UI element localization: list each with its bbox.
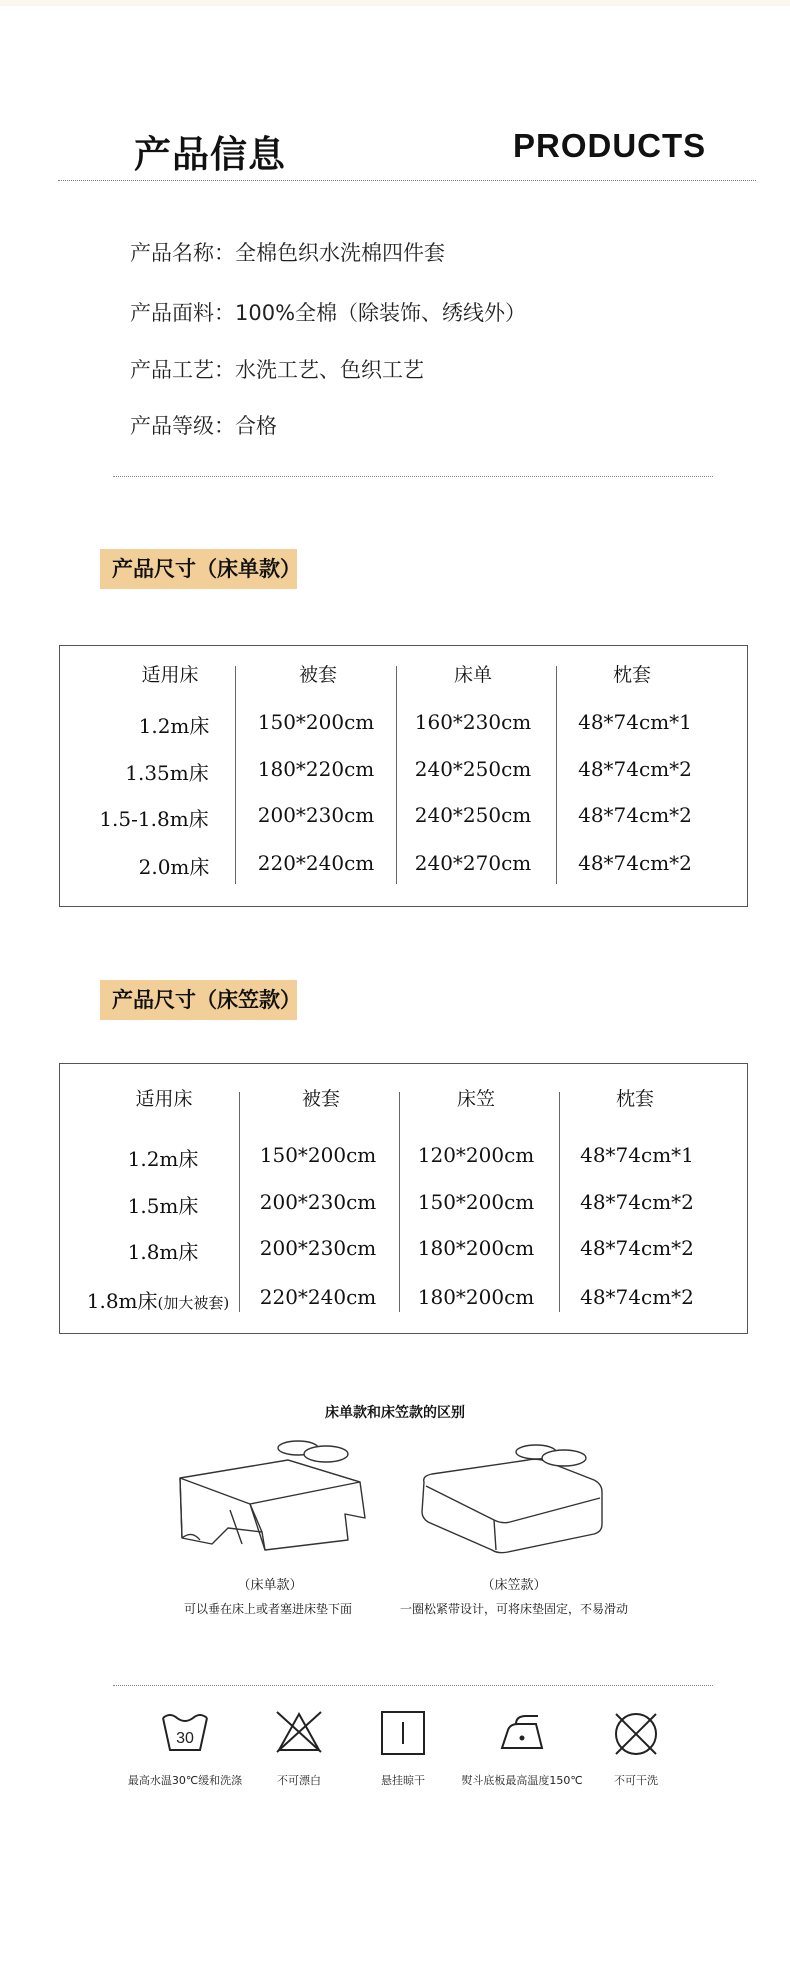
table-header: 床单 bbox=[453, 664, 493, 686]
table-cell: 240*250cm bbox=[414, 803, 532, 827]
table-cell-oversize bbox=[87, 1285, 230, 1314]
wash-30-icon bbox=[160, 1710, 210, 1754]
info-value: 合格 bbox=[235, 414, 277, 438]
diagram-title: 床单款和床笠款的区别 bbox=[325, 1405, 465, 1421]
column-divider bbox=[239, 1092, 240, 1312]
table-cell: 48*74cm*2 bbox=[578, 757, 692, 781]
table-cell: 1.5m床 bbox=[127, 1194, 199, 1218]
section-title-en: PRODUCTS bbox=[513, 127, 707, 164]
care-divider bbox=[113, 1685, 713, 1686]
fitted-sheet-label: （床笠款） bbox=[481, 1578, 547, 1593]
table-header: 床笠 bbox=[456, 1088, 496, 1110]
info-row-fabric bbox=[130, 297, 526, 327]
table-cell: 48*74cm*2 bbox=[580, 1285, 694, 1309]
column-divider bbox=[556, 666, 557, 884]
fitted-sheet-desc: 一圈松紧带设计，可将床垫固定，不易滑动 bbox=[399, 1602, 629, 1616]
table-cell: 180*220cm bbox=[257, 757, 375, 781]
care-label: 不可干洗 bbox=[614, 1774, 658, 1787]
table-header: 适用床 bbox=[135, 1088, 193, 1110]
oversize-note: (加大被套) bbox=[157, 1294, 230, 1312]
no-dry-clean-icon bbox=[612, 1710, 660, 1758]
care-label: 熨斗底板最高温度150℃ bbox=[461, 1774, 583, 1787]
table-cell: 48*74cm*2 bbox=[580, 1190, 694, 1214]
table-cell: 1.35m床 bbox=[125, 761, 209, 785]
care-label: 悬挂晾干 bbox=[381, 1774, 425, 1787]
top-band bbox=[0, 0, 790, 6]
size-badge-sheet: 产品尺寸（床单款） bbox=[100, 549, 297, 589]
table-cell: 48*74cm*2 bbox=[578, 851, 692, 875]
table-cell: 150*200cm bbox=[417, 1190, 535, 1214]
table-header: 枕套 bbox=[612, 664, 652, 686]
info-label: 产品工艺： bbox=[130, 358, 235, 382]
table-cell: 1.2m床 bbox=[138, 714, 210, 738]
section-title-cn: 产品信息 bbox=[134, 133, 286, 176]
wash-temp: 30 bbox=[176, 1730, 194, 1747]
info-label: 产品等级： bbox=[130, 414, 235, 438]
info-value: 100%全棉（除装饰、绣线外） bbox=[235, 301, 527, 325]
size-table-sheet bbox=[59, 645, 748, 907]
table-cell: 48*74cm*1 bbox=[580, 1143, 694, 1167]
table-header: 被套 bbox=[301, 1088, 341, 1110]
table-cell: 240*250cm bbox=[414, 757, 532, 781]
table-cell: 160*230cm bbox=[414, 710, 532, 734]
table-cell: 1.2m床 bbox=[127, 1147, 199, 1171]
info-value: 全棉色织水洗棉四件套 bbox=[235, 241, 445, 265]
flat-sheet-bed-illustration bbox=[170, 1440, 370, 1560]
info-row-craft bbox=[130, 354, 424, 384]
flat-sheet-label: （床单款） bbox=[237, 1578, 303, 1593]
no-bleach-icon bbox=[275, 1710, 323, 1754]
info-label: 产品面料： bbox=[130, 301, 235, 325]
info-row-name bbox=[130, 237, 445, 267]
table-cell: 180*200cm bbox=[417, 1236, 535, 1260]
table-cell: 150*200cm bbox=[257, 710, 375, 734]
column-divider bbox=[559, 1092, 560, 1312]
size-table-fitted bbox=[59, 1063, 748, 1334]
table-cell: 200*230cm bbox=[259, 1236, 377, 1260]
care-label: 不可漂白 bbox=[277, 1774, 321, 1787]
table-cell: 120*200cm bbox=[417, 1143, 535, 1167]
table-header: 适用床 bbox=[141, 664, 199, 686]
fitted-sheet-bed-illustration bbox=[418, 1440, 608, 1560]
table-cell: 220*240cm bbox=[257, 851, 375, 875]
table-cell: 48*74cm*2 bbox=[580, 1236, 694, 1260]
hang-dry-icon bbox=[380, 1710, 426, 1756]
info-row-grade bbox=[130, 410, 277, 440]
table-cell: 48*74cm*2 bbox=[578, 803, 692, 827]
column-divider bbox=[235, 666, 236, 884]
table-cell: 2.0m床 bbox=[138, 855, 210, 879]
table-cell: 240*270cm bbox=[414, 851, 532, 875]
bed-size: 1.8m床 bbox=[86, 1289, 158, 1313]
iron-icon bbox=[498, 1710, 548, 1754]
table-cell: 48*74cm*1 bbox=[578, 710, 692, 734]
table-header: 被套 bbox=[298, 664, 338, 686]
care-label: 最高水温30℃缓和洗涤 bbox=[127, 1774, 243, 1787]
size-badge-fitted: 产品尺寸（床笠款） bbox=[100, 980, 297, 1020]
table-cell: 200*230cm bbox=[259, 1190, 377, 1214]
table-cell: 200*230cm bbox=[257, 803, 375, 827]
column-divider bbox=[396, 666, 397, 884]
table-cell: 1.8m床 bbox=[127, 1240, 199, 1264]
flat-sheet-desc: 可以垂在床上或者塞进床垫下面 bbox=[183, 1602, 353, 1616]
info-value: 水洗工艺、色织工艺 bbox=[235, 358, 424, 382]
header-divider bbox=[58, 180, 756, 181]
column-divider bbox=[399, 1092, 400, 1312]
table-cell: 180*200cm bbox=[417, 1285, 535, 1309]
info-divider bbox=[113, 476, 713, 477]
table-cell: 220*240cm bbox=[259, 1285, 377, 1309]
info-label: 产品名称： bbox=[130, 241, 235, 265]
table-header: 枕套 bbox=[615, 1088, 655, 1110]
table-cell: 1.5-1.8m床 bbox=[99, 807, 209, 831]
table-cell: 150*200cm bbox=[259, 1143, 377, 1167]
